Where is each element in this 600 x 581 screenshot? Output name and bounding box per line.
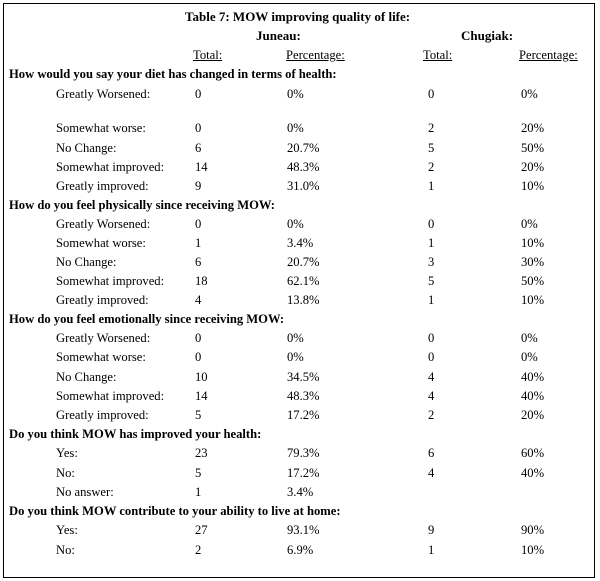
- juneau-total: 6: [195, 255, 202, 269]
- chugiak-percentage: 20%: [521, 160, 545, 174]
- row-label: No:: [56, 466, 75, 480]
- chugiak-total: 4: [428, 466, 435, 480]
- juneau-total: 1: [195, 236, 202, 250]
- juneau-percentage: 17.2%: [287, 466, 320, 480]
- chugiak-total-header: Total:: [423, 48, 453, 62]
- chugiak-percentage: 40%: [521, 466, 545, 480]
- chugiak-percentage: 10%: [521, 236, 545, 250]
- chugiak-total: 9: [428, 523, 435, 537]
- juneau-total: 0: [195, 350, 202, 364]
- chugiak-total: 0: [428, 331, 435, 345]
- question-heading: How would you say your diet has changed in terms of health:: [9, 67, 337, 81]
- juneau-total: 6: [195, 141, 202, 155]
- juneau-total: 0: [195, 87, 202, 101]
- row-label: Somewhat worse:: [56, 350, 146, 364]
- chugiak-total: 1: [428, 293, 435, 307]
- row-label: Somewhat worse:: [56, 236, 146, 250]
- table-title: Table 7: MOW improving quality of life:: [185, 9, 411, 24]
- juneau-percentage: 34.5%: [287, 370, 320, 384]
- row-label: Greatly improved:: [56, 408, 149, 422]
- juneau-total: 1: [195, 485, 202, 499]
- juneau-percentage: 48.3%: [287, 389, 320, 403]
- question-heading: How do you feel physically since receiving MOW:: [9, 198, 275, 212]
- chugiak-percentage: 50%: [521, 141, 545, 155]
- chugiak-percentage: 40%: [521, 370, 545, 384]
- chugiak-total: 1: [428, 179, 435, 193]
- juneau-percentage-header: Percentage:: [286, 48, 345, 62]
- juneau-percentage: 0%: [287, 121, 304, 135]
- juneau-percentage: 6.9%: [287, 543, 314, 557]
- juneau-total: 27: [195, 523, 208, 537]
- row-label: No Change:: [56, 370, 117, 384]
- juneau-total: 23: [195, 446, 208, 460]
- juneau-percentage: 3.4%: [287, 485, 314, 499]
- chugiak-percentage: 0%: [521, 87, 538, 101]
- chugiak-percentage-header: Percentage:: [519, 48, 578, 62]
- chugiak-percentage: 60%: [521, 446, 545, 460]
- chugiak-percentage: 10%: [521, 543, 545, 557]
- chugiak-percentage: 50%: [521, 274, 545, 288]
- juneau-total: 18: [195, 274, 208, 288]
- row-label: Somewhat improved:: [56, 160, 165, 174]
- chugiak-percentage: 40%: [521, 389, 545, 403]
- juneau-percentage: 20.7%: [287, 255, 320, 269]
- chugiak-percentage: 0%: [521, 217, 538, 231]
- juneau-percentage: 48.3%: [287, 160, 320, 174]
- row-label: Greatly Worsened:: [56, 87, 151, 101]
- juneau-total: 5: [195, 466, 202, 480]
- juneau-percentage: 0%: [287, 217, 304, 231]
- juneau-percentage: 20.7%: [287, 141, 320, 155]
- juneau-percentage: 3.4%: [287, 236, 314, 250]
- row-label: No Change:: [56, 141, 117, 155]
- chugiak-total: 1: [428, 236, 435, 250]
- row-label: Yes:: [56, 446, 78, 460]
- chugiak-percentage: 0%: [521, 350, 538, 364]
- row-label: Greatly Worsened:: [56, 331, 151, 345]
- question-heading: Do you think MOW has improved your health:: [9, 427, 262, 441]
- row-label: No Change:: [56, 255, 117, 269]
- juneau-total: 4: [195, 293, 202, 307]
- row-label: Somewhat improved:: [56, 389, 165, 403]
- juneau-percentage: 0%: [287, 87, 304, 101]
- chugiak-total: 0: [428, 217, 435, 231]
- chugiak-total: 3: [428, 255, 435, 269]
- chugiak-percentage: 10%: [521, 293, 545, 307]
- row-label: Somewhat improved:: [56, 274, 165, 288]
- chugiak-total: 4: [428, 370, 435, 384]
- juneau-total: 10: [195, 370, 208, 384]
- juneau-total: 14: [195, 160, 208, 174]
- chugiak-total: 4: [428, 389, 435, 403]
- chugiak-total: 0: [428, 350, 435, 364]
- juneau-percentage: 0%: [287, 350, 304, 364]
- chugiak-total: 5: [428, 141, 435, 155]
- chugiak-total: 2: [428, 160, 435, 174]
- chugiak-total: 6: [428, 446, 435, 460]
- juneau-percentage: 93.1%: [287, 523, 320, 537]
- juneau-total: 0: [195, 217, 202, 231]
- juneau-total: 0: [195, 121, 202, 135]
- chugiak-percentage: 90%: [521, 523, 545, 537]
- chugiak-percentage: 10%: [521, 179, 545, 193]
- chugiak-total: 1: [428, 543, 435, 557]
- row-label: Yes:: [56, 523, 78, 537]
- chugiak-total: 0: [428, 87, 435, 101]
- row-label: No answer:: [56, 485, 114, 499]
- chugiak-total: 5: [428, 274, 435, 288]
- juneau-percentage: 13.8%: [287, 293, 320, 307]
- question-heading: Do you think MOW contribute to your ability to live at home:: [9, 504, 341, 518]
- chugiak-header: Chugiak:: [461, 28, 514, 43]
- chugiak-percentage: 0%: [521, 331, 538, 345]
- chugiak-percentage: 20%: [521, 121, 545, 135]
- juneau-percentage: 0%: [287, 331, 304, 345]
- chugiak-percentage: 20%: [521, 408, 545, 422]
- chugiak-percentage: 30%: [521, 255, 545, 269]
- juneau-total: 14: [195, 389, 208, 403]
- row-label: Greatly improved:: [56, 179, 149, 193]
- juneau-percentage: 79.3%: [287, 446, 320, 460]
- row-label: Somewhat worse:: [56, 121, 146, 135]
- juneau-percentage: 17.2%: [287, 408, 320, 422]
- juneau-total-header: Total:: [193, 48, 223, 62]
- chugiak-total: 2: [428, 408, 435, 422]
- juneau-percentage: 31.0%: [287, 179, 320, 193]
- row-label: Greatly Worsened:: [56, 217, 151, 231]
- juneau-header: Juneau:: [256, 28, 301, 43]
- juneau-percentage: 62.1%: [287, 274, 320, 288]
- juneau-total: 0: [195, 331, 202, 345]
- row-label: Greatly improved:: [56, 293, 149, 307]
- question-heading: How do you feel emotionally since receiving MOW:: [9, 312, 285, 326]
- row-label: No:: [56, 543, 75, 557]
- juneau-total: 9: [195, 179, 202, 193]
- juneau-total: 5: [195, 408, 202, 422]
- juneau-total: 2: [195, 543, 202, 557]
- chugiak-total: 2: [428, 121, 435, 135]
